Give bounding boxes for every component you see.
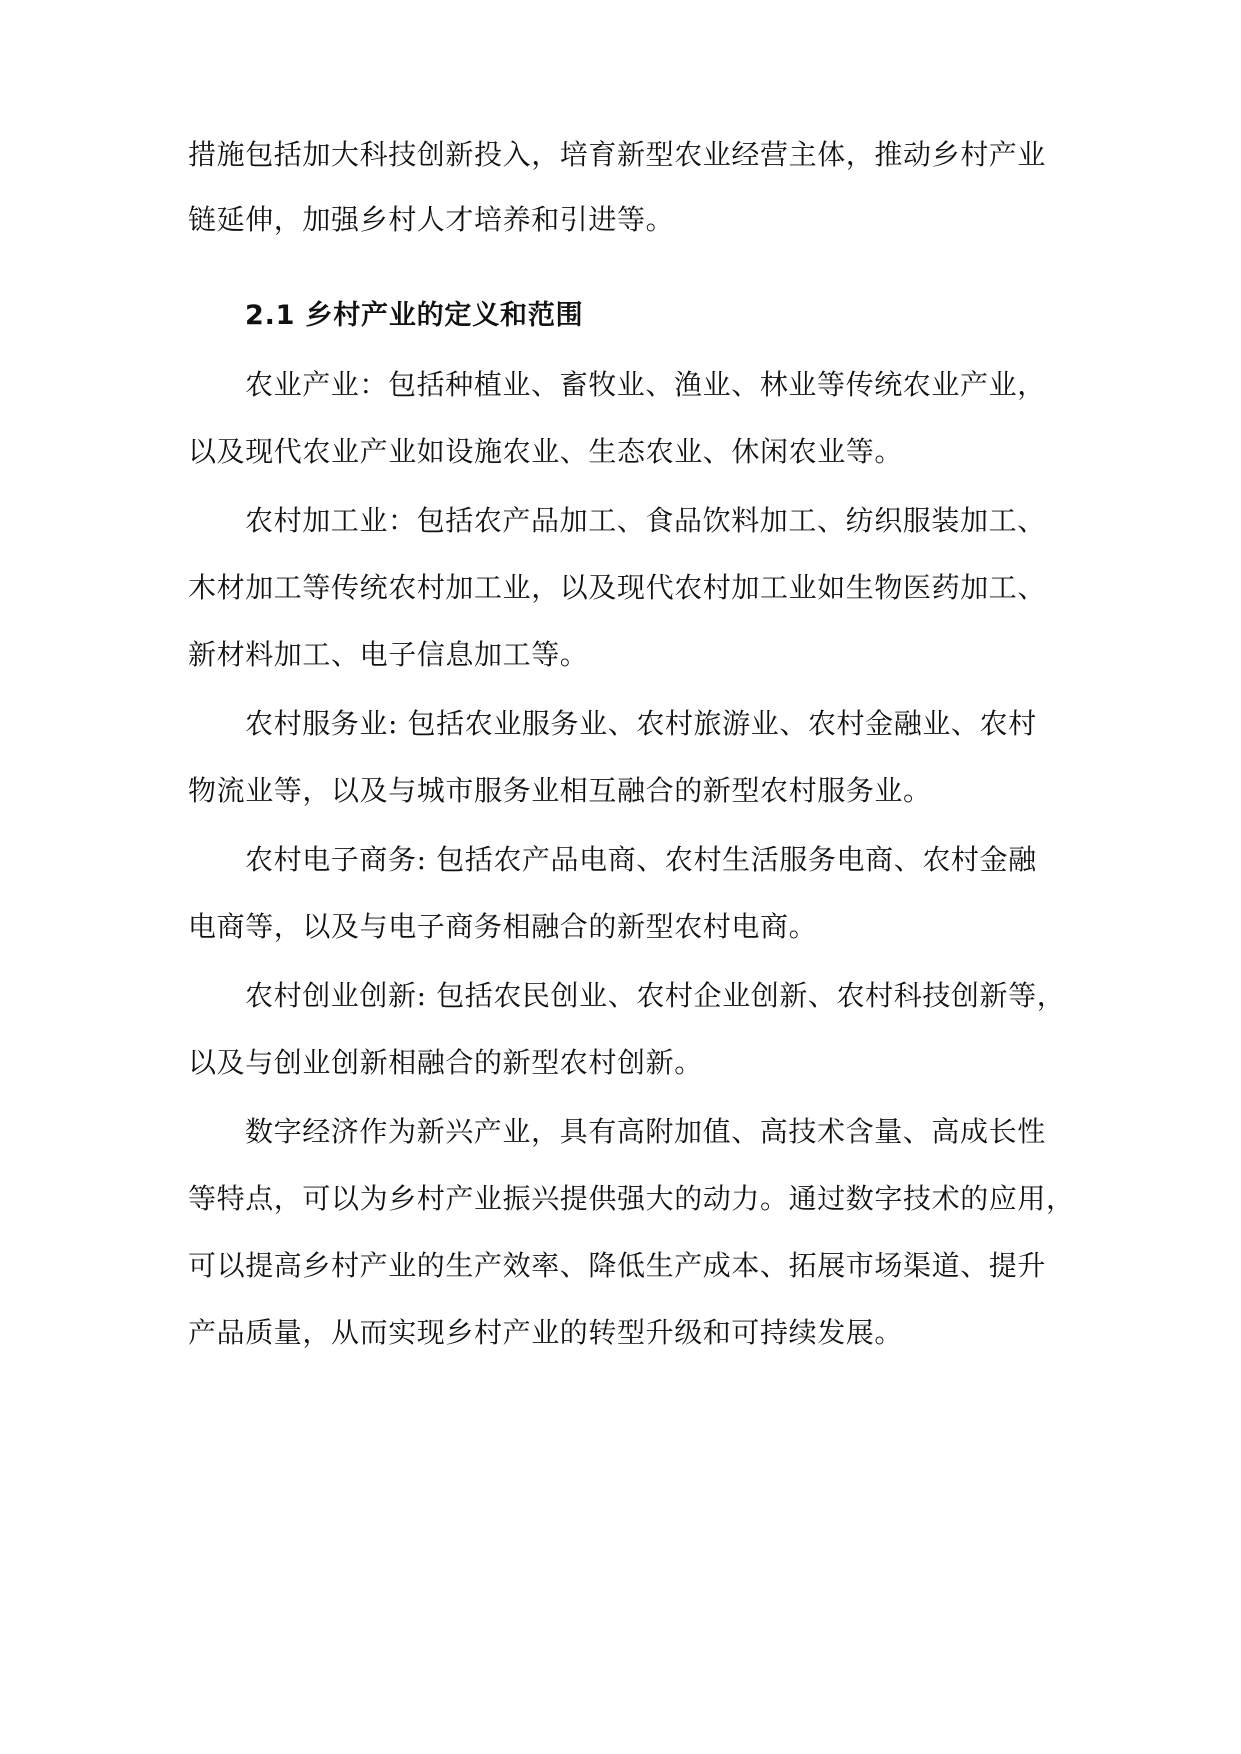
paragraph-1-line-2: 以及现代农业产业如设施农业、生态农业、休闲农业等。	[188, 435, 904, 468]
intro-line-2: 链延伸，加强乡村人才培养和引进等。	[188, 203, 675, 236]
paragraph-1-line-1: 农业产业：包括种植业、畜牧业、渔业、林业等传统农业产业，	[245, 368, 1046, 401]
intro-line-1: 措施包括加大科技创新投入，培育新型农业经营主体，推动乡村产业	[188, 138, 1047, 171]
paragraph-6-line-3: 可以提高乡村产业的生产效率、降低生产成本、拓展市场渠道、提升	[188, 1249, 1047, 1282]
paragraph-6-line-1: 数字经济作为新兴产业，具有高附加值、高技术含量、高成长性	[245, 1115, 1046, 1148]
paragraph-2-line-2: 木材加工等传统农村加工业，以及现代农村加工业如生物医药加工、	[188, 571, 1047, 604]
paragraph-6-line-2: 等特点，可以为乡村产业振兴提供强大的动力。通过数字技术的应用，	[188, 1182, 1075, 1215]
paragraph-2-line-3: 新材料加工、电子信息加工等。	[188, 638, 589, 671]
paragraph-3-line-2: 物流业等，以及与城市服务业相互融合的新型农村服务业。	[188, 774, 932, 807]
paragraph-6-line-4: 产品质量，从而实现乡村产业的转型升级和可持续发展。	[188, 1316, 904, 1349]
paragraph-2-line-1: 农村加工业：包括农产品加工、食品饮料加工、纺织服装加工、	[245, 504, 1046, 537]
paragraph-4-line-1: 农村电子商务: 包括农产品电商、农村生活服务电商、农村金融	[245, 843, 1037, 876]
paragraph-5-line-1: 农村创业创新: 包括农民创业、农村企业创新、农村科技创新等，	[245, 979, 1066, 1012]
section-heading: 2.1 乡村产业的定义和范围	[245, 300, 584, 331]
paragraph-5-line-2: 以及与创业创新相融合的新型农村创新。	[188, 1046, 703, 1079]
paragraph-3-line-1: 农村服务业: 包括农业服务业、农村旅游业、农村金融业、农村	[245, 707, 1037, 740]
paragraph-4-line-2: 电商等，以及与电子商务相融合的新型农村电商。	[188, 910, 818, 943]
